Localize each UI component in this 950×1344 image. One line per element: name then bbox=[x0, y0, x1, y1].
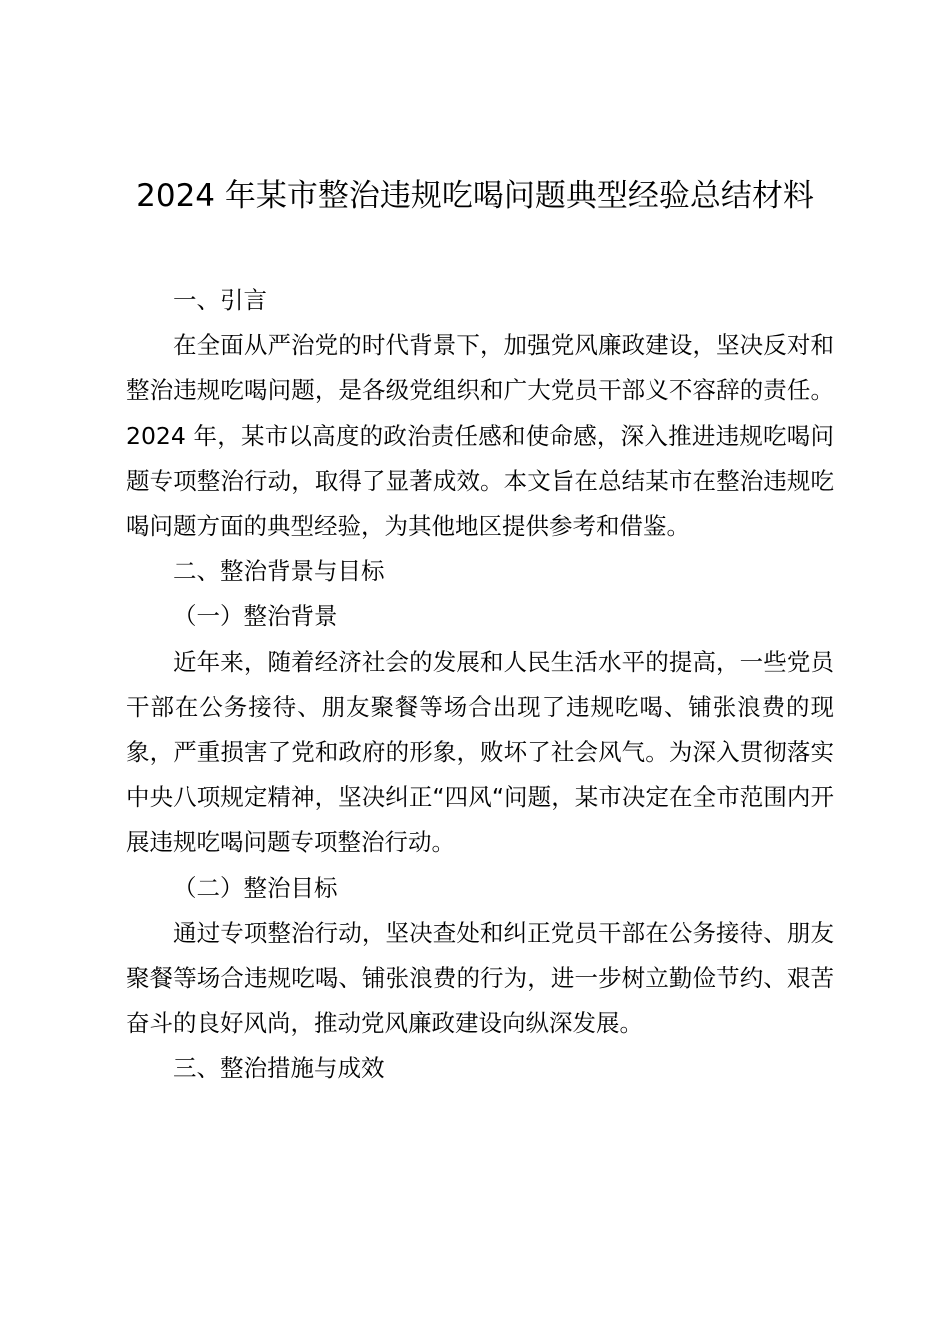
subheading-goals: （二）整治目标 bbox=[173, 873, 338, 902]
document-title: 2024 年某市整治违规吃喝问题典型经验总结材料 bbox=[136, 178, 814, 214]
subheading-background: （一）整治背景 bbox=[173, 602, 338, 631]
document-body bbox=[126, 278, 834, 1092]
paragraph-background: 近年来，随着经济社会的发展和人民生活水平的提高，一些党员干部在公务接待、朋友聚餐等场合出现了违规吃喝、铺张浪费的现象，严重损害了党和政府的形象，败坏了社会风气。为深入贯彻落实中央八项规定精神，坚决纠正“四风“问题，某市决定在全市范围内开展违规吃喝问题专项整治行动。 bbox=[126, 647, 834, 857]
paragraph-introduction: 在全面从严治党的时代背景下，加强党风廉政建设，坚决反对和整治违规吃喝问题，是各级党组织和广大党员干部义不容辞的责任。2024 年，某市以高度的政治责任感和使命感，深入推进违规吃喝问题专项整治行动，取得了显著成效。本文旨在总结某市在整治违规吃喝问题方面的典型经验，为其他地区提供参考和借鉴。 bbox=[126, 331, 834, 541]
paragraph-goals: 通过专项整治行动，坚决查处和纠正党员干部在公务接待、朋友聚餐等场合违规吃喝、铺张浪费的行为，进一步树立勤俭节约、艰苦奋斗的良好风尚，推动党风廉政建设向纵深发展。 bbox=[126, 918, 834, 1038]
section-heading-measures: 三、整治措施与成效 bbox=[173, 1054, 385, 1083]
section-heading-introduction: 一、引言 bbox=[173, 286, 267, 314]
section-heading-background-goals: 二、整治背景与目标 bbox=[173, 557, 385, 586]
